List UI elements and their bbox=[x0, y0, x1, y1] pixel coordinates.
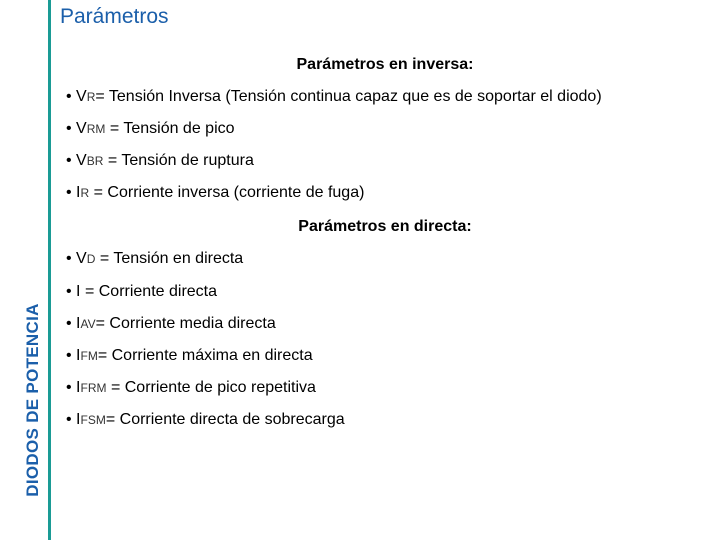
bullet: • bbox=[66, 250, 77, 267]
item-iav bbox=[66, 315, 276, 333]
description: = Corriente directa bbox=[80, 283, 218, 300]
description: = Corriente media directa bbox=[95, 315, 276, 332]
item-ir bbox=[66, 184, 364, 202]
slide-title: Parámetros bbox=[60, 5, 169, 28]
symbol-subscript: FRM bbox=[80, 381, 107, 395]
symbol-subscript: RM bbox=[86, 122, 106, 136]
description: = Corriente máxima en directa bbox=[97, 347, 313, 364]
symbol: I bbox=[76, 283, 81, 300]
bullet: • bbox=[66, 283, 77, 300]
bullet: • bbox=[66, 184, 77, 201]
symbol: V bbox=[76, 152, 87, 169]
description: = Tensión de pico bbox=[105, 120, 235, 137]
symbol: I bbox=[76, 347, 81, 364]
bullet: • bbox=[66, 315, 77, 332]
symbol: V bbox=[76, 88, 87, 105]
symbol-subscript: R bbox=[80, 186, 90, 200]
bullet: • bbox=[66, 347, 77, 364]
item-vd bbox=[66, 250, 243, 268]
symbol: V bbox=[76, 120, 87, 137]
symbol: V bbox=[76, 250, 87, 267]
heading-inversa: Parámetros en inversa: bbox=[296, 56, 474, 73]
description: = Corriente directa de sobrecarga bbox=[105, 411, 345, 428]
item-ifrm bbox=[66, 379, 316, 397]
bullet: • bbox=[66, 120, 77, 137]
description: = Tensión Inversa (Tensión continua capaz que es de soportar el diodo) bbox=[95, 88, 602, 105]
description: = Tensión en directa bbox=[95, 250, 244, 267]
symbol-subscript: D bbox=[86, 252, 96, 266]
symbol-subscript: AV bbox=[80, 317, 96, 331]
symbol-subscript: BR bbox=[86, 154, 104, 168]
symbol-subscript: FSM bbox=[80, 413, 106, 427]
item-vr bbox=[66, 88, 602, 106]
item-vrm bbox=[66, 120, 235, 138]
bullet: • bbox=[66, 88, 77, 105]
description: = Corriente inversa (corriente de fuga) bbox=[89, 184, 365, 201]
symbol-subscript: R bbox=[86, 90, 96, 104]
symbol: I bbox=[76, 184, 81, 201]
symbol: I bbox=[76, 379, 81, 396]
symbol-subscript: FM bbox=[80, 349, 98, 363]
description: = Corriente de pico repetitiva bbox=[106, 379, 316, 396]
accent-vertical-bar bbox=[48, 0, 51, 540]
side-label: DIODOS DE POTENCIA bbox=[23, 303, 42, 497]
bullet: • bbox=[66, 379, 77, 396]
symbol: I bbox=[76, 411, 81, 428]
item-vbr bbox=[66, 152, 254, 170]
bullet: • bbox=[66, 411, 77, 428]
description: = Tensión de ruptura bbox=[103, 152, 254, 169]
symbol: I bbox=[76, 315, 81, 332]
bullet: • bbox=[66, 152, 77, 169]
heading-directa: Parámetros en directa: bbox=[298, 218, 472, 235]
item-ifsm bbox=[66, 411, 345, 429]
item-ifm bbox=[66, 347, 313, 365]
item-i bbox=[66, 283, 217, 301]
